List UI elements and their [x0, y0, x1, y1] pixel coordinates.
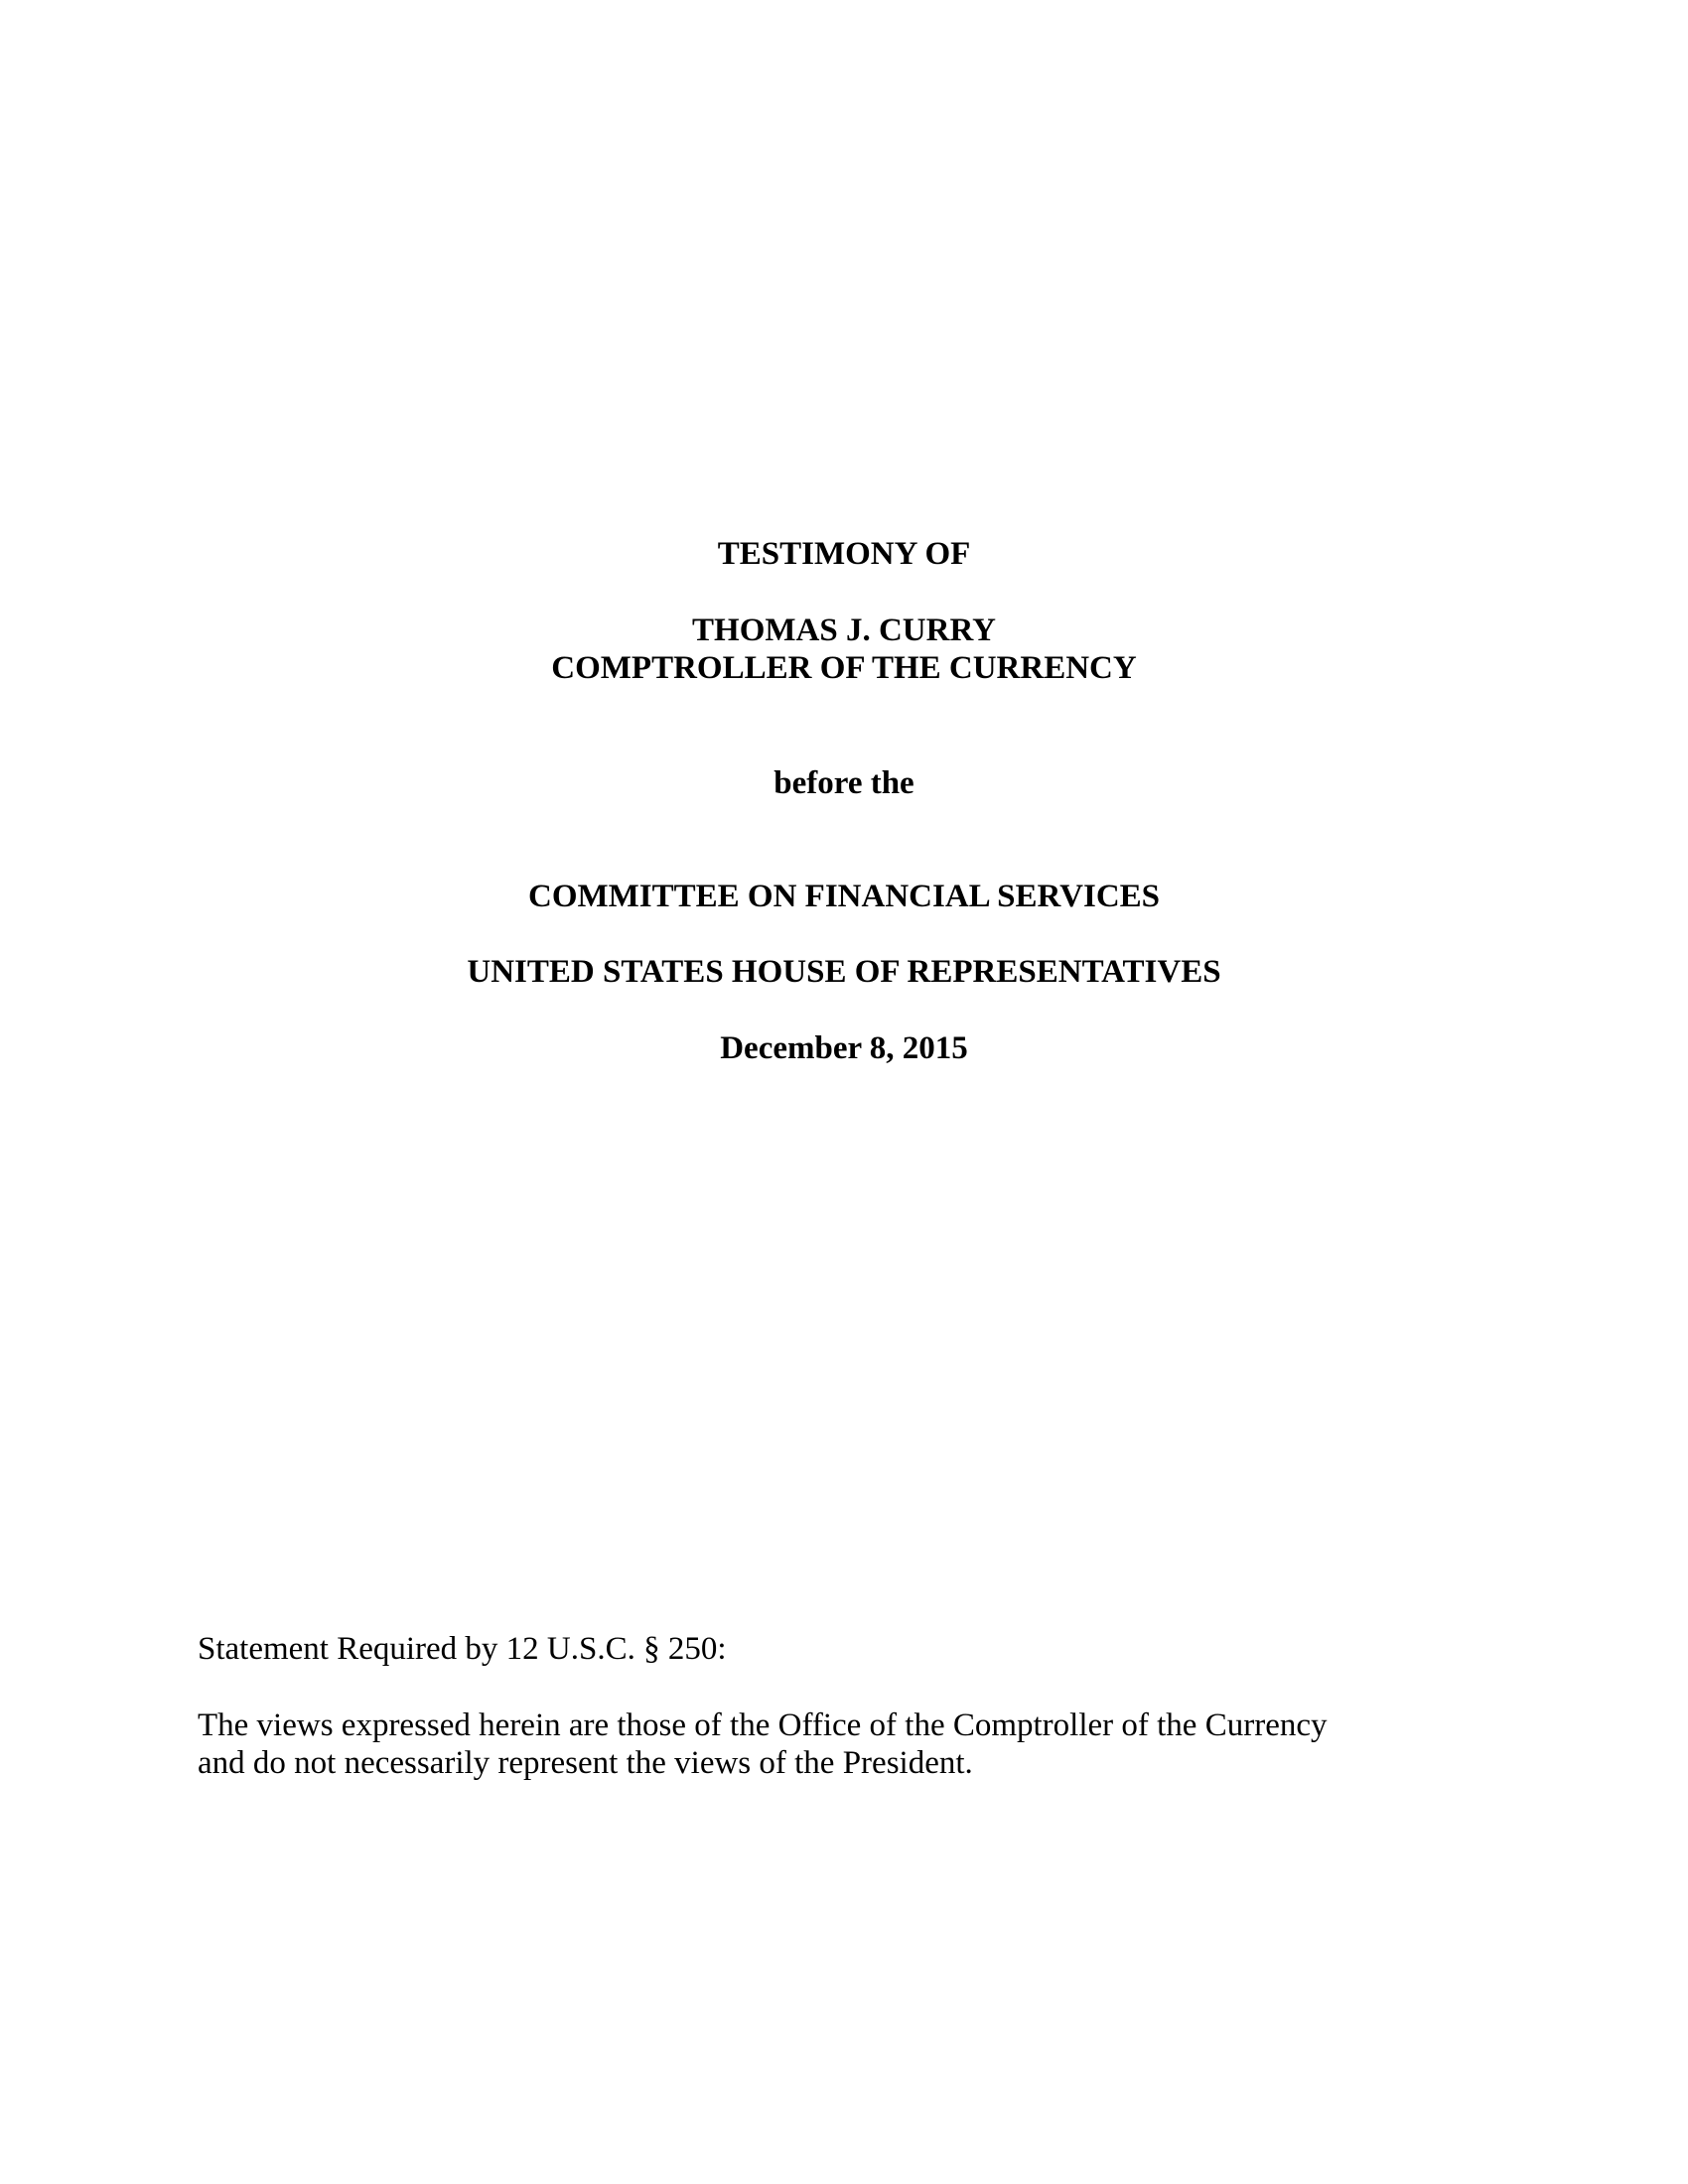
statement-heading: Statement Required by 12 U.S.C. § 250:: [198, 1631, 727, 1667]
statement-line-2: and do not necessarily represent the views of the President.: [198, 1745, 973, 1781]
witness-name: THOMAS J. CURRY: [692, 613, 996, 648]
before-the-label: before the: [774, 765, 914, 801]
hearing-date: December 8, 2015: [720, 1030, 968, 1066]
committee-name: COMMITTEE ON FINANCIAL SERVICES: [527, 879, 1161, 914]
testimony-heading: TESTIMONY OF: [717, 536, 971, 572]
statement-line-1: The views expressed herein are those of the Office of the Comptroller of the Currency: [198, 1707, 1328, 1743]
witness-position: COMPTROLLER OF THE CURRENCY: [551, 650, 1137, 686]
chamber-name: UNITED STATES HOUSE OF REPRESENTATIVES: [467, 954, 1221, 990]
